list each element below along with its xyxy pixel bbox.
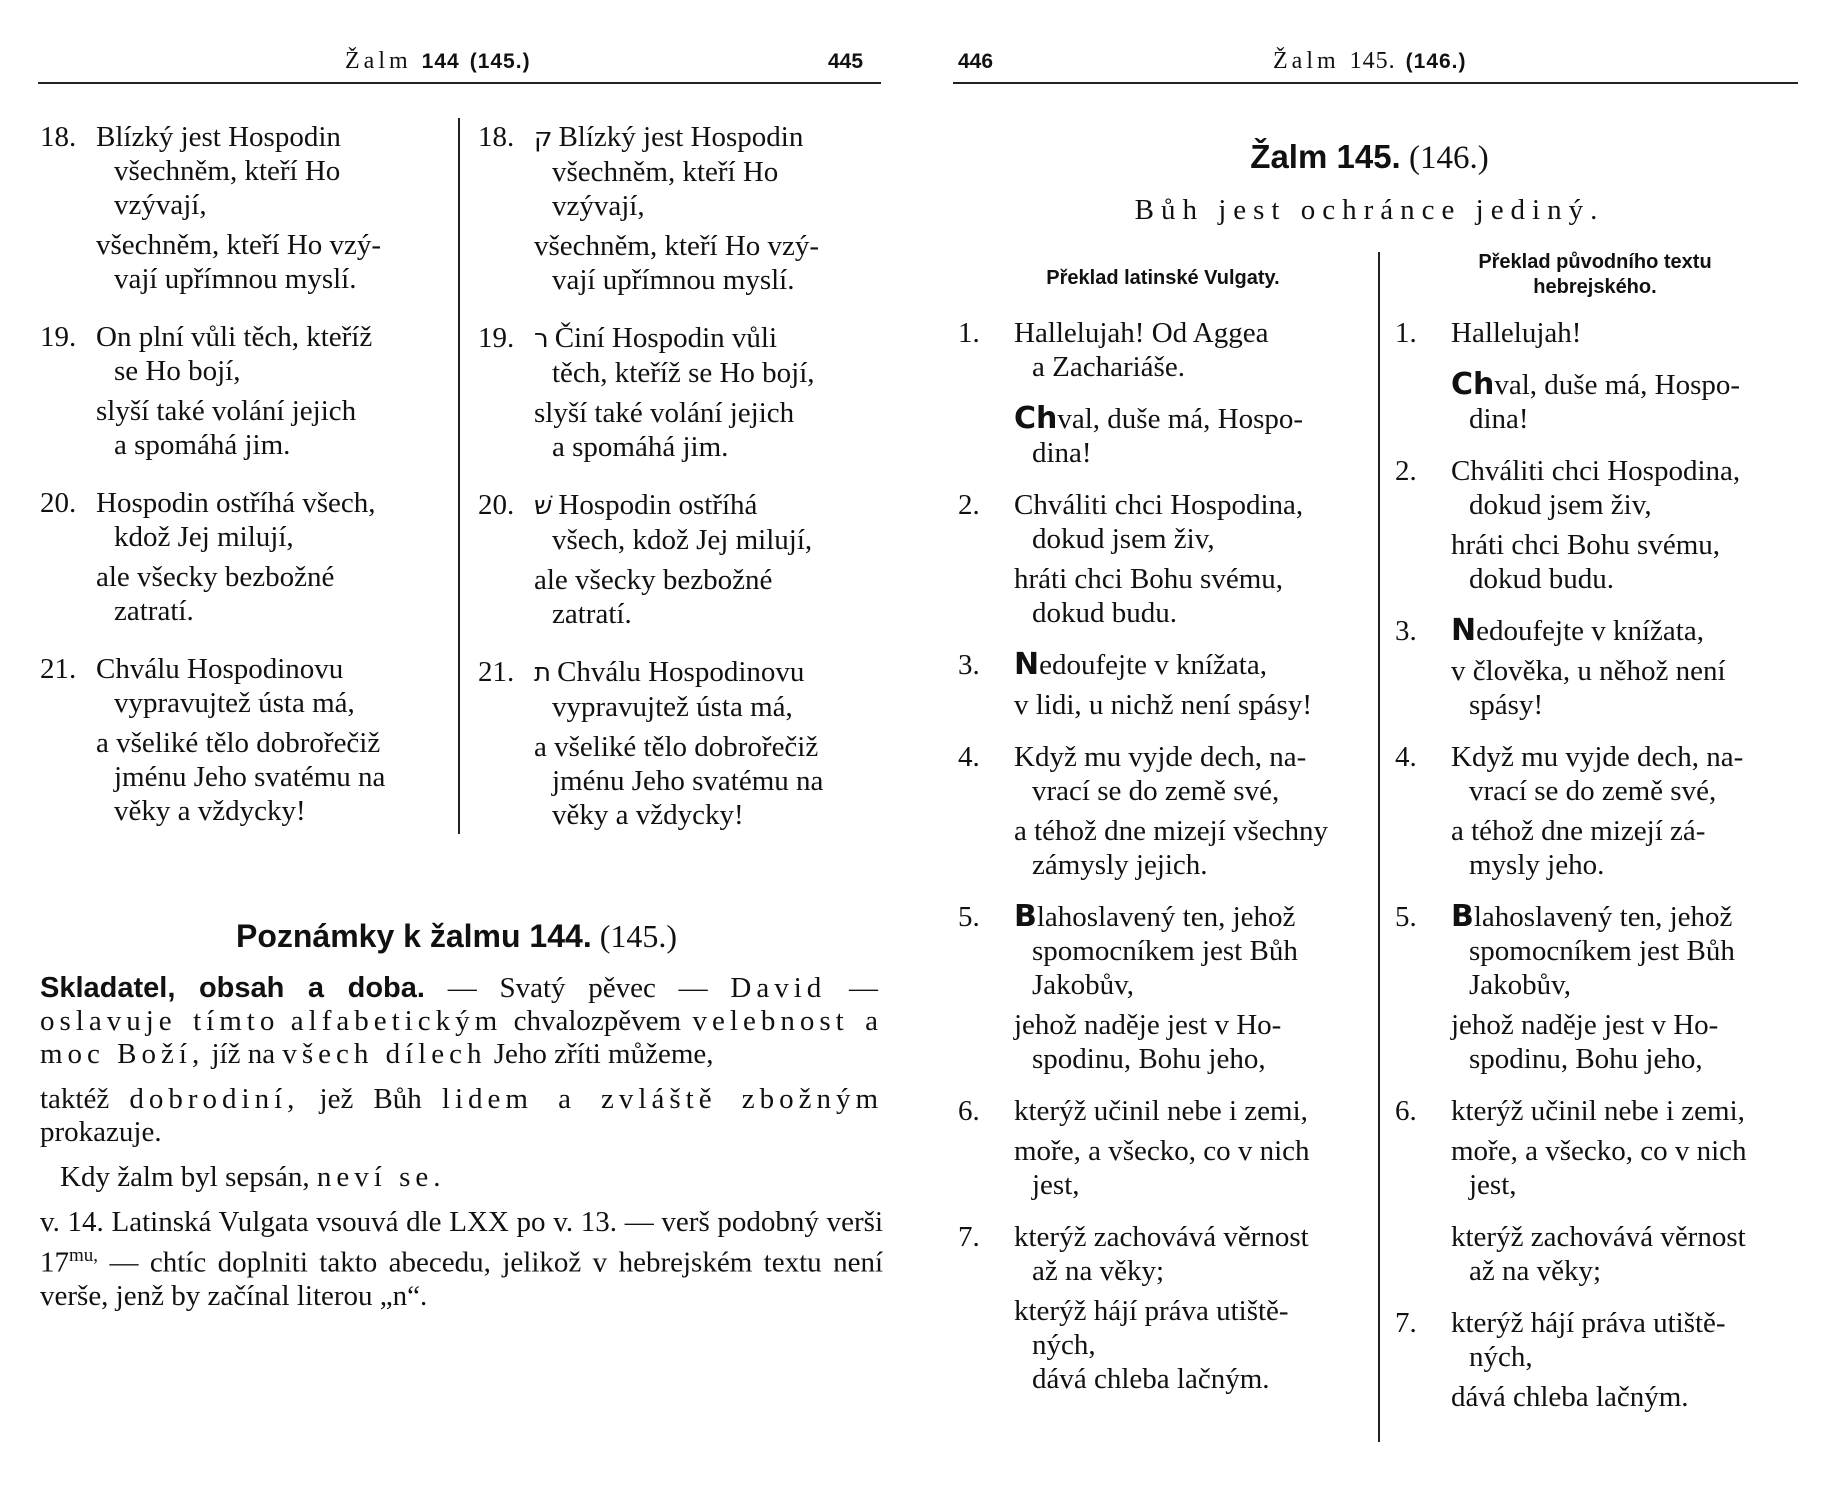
verse (1395, 368, 1800, 436)
running-head (1273, 48, 1467, 75)
verse-line: jest, (1032, 1169, 1080, 1201)
verse-line: jehož naděje jest v Ho- (1014, 1009, 1282, 1041)
verse-line: věky a vždycky! (114, 795, 306, 827)
verse-line: spomocníkem jest Bůh (1032, 935, 1298, 967)
running-head-number: 145. (1349, 48, 1396, 74)
note-text: velebnost a moc Boží, (40, 1005, 884, 1070)
verse-line: spodinu, Bohu jeho, (1469, 1043, 1703, 1075)
verse (958, 402, 1368, 470)
verse-line: slyší také volání jejich (534, 397, 795, 429)
verse-line: kterýž zachovává věrnost (1014, 1221, 1309, 1253)
verse-line: vají upřímnou myslí. (552, 264, 795, 296)
hebrew-column-heading (1395, 250, 1795, 300)
note-text: — Svatý pěvec — (447, 972, 708, 1004)
verse-number: 1. (1395, 317, 1417, 349)
vulgate-column-heading: Překlad latinské Vulgaty. (1046, 267, 1280, 289)
initial-letter: Ch (1014, 401, 1058, 436)
verse-line: Nedoufejte v knížata, (1014, 647, 1267, 682)
verse-number: 1. (958, 317, 980, 349)
verse-line: On plní vůli těch, kteříž (96, 321, 373, 353)
verse-line: až na věky; (1469, 1255, 1602, 1287)
verse-line: Hallelujah! Od Aggea (1014, 317, 1269, 349)
verse-line: a všeliké tělo dobrořečiž (96, 727, 381, 759)
note-text: Jeho zříti můžeme, (493, 1038, 714, 1070)
note-paragraph (40, 1206, 883, 1313)
verse-line: ných, (1469, 1341, 1533, 1373)
psalm-title-main: Žalm 145. (1250, 138, 1401, 175)
verse-line: spomocníkem jest Bůh (1469, 935, 1735, 967)
verse (958, 648, 1368, 722)
verse-line: dina! (1032, 437, 1092, 469)
verse-number: 6. (1395, 1095, 1417, 1127)
verse-line: jehož naděje jest v Ho- (1451, 1009, 1719, 1041)
verse-number: 4. (958, 741, 980, 773)
verse (478, 120, 883, 297)
verse-line: slyší také volání jejich (96, 395, 357, 427)
running-head-word: Žalm (345, 48, 412, 74)
column-divider (458, 118, 460, 834)
verse-number: 18. (40, 121, 77, 153)
verse-number: 21. (40, 653, 77, 685)
header-rule (38, 82, 881, 84)
verse-line: dokud budu. (1469, 563, 1614, 595)
verse (958, 316, 1368, 384)
verse-line: a Zachariáše. (1032, 351, 1185, 383)
verse-line: Chval, duše má, Hospo- (1451, 367, 1741, 402)
hebrew-letter: ק (534, 123, 553, 153)
verse-line: jest, (1469, 1169, 1517, 1201)
hebrew-letter: שׁ (534, 491, 553, 521)
header-rule (953, 82, 1798, 84)
verse-line: všech, kdož Jej milují, (552, 524, 813, 556)
verse (1395, 454, 1800, 596)
verse-number: 18. (478, 121, 515, 153)
verse-line: dokud budu. (1032, 597, 1177, 629)
note-text: jíž na (211, 1038, 276, 1070)
verse-line: hráti chci Bohu svému, (1014, 563, 1284, 595)
verse-line: Když mu vyjde dech, na- (1451, 741, 1744, 773)
verse (958, 488, 1368, 630)
verse-line: dává chleba lačným. (1451, 1381, 1689, 1413)
verse-line: Hallelujah! (1451, 317, 1582, 349)
verse-number: 19. (40, 321, 77, 353)
vulgate-column (40, 120, 440, 852)
running-head-number: 144 (421, 50, 460, 73)
verse-line: kterýž učinil nebe i zemi, (1451, 1095, 1745, 1127)
verse-number: 21. (478, 656, 515, 688)
verse-line: Hospodin ostříhá všech, (96, 487, 376, 519)
verse-line: a téhož dne mizejí zá- (1451, 815, 1706, 847)
note-text: v. 14. Latinská Vulgata vsouvá dle LXX po v. 13. — verš podobný verši 17 (40, 1206, 883, 1279)
verse-line: Blahoslavený ten, jehož (1014, 899, 1296, 934)
verse (1395, 614, 1800, 722)
verse-line: a spomáhá jim. (114, 429, 291, 461)
note-text: všech dílech (282, 1038, 487, 1070)
notes-title-main: Poznámky k žalmu 144. (235, 918, 592, 954)
note-text: David (730, 972, 827, 1004)
verse-number: 7. (958, 1221, 980, 1253)
verse (40, 120, 440, 296)
psalm-subtitle: Bůh jest ochránce jediný. (1134, 194, 1605, 226)
verse-line: Když mu vyjde dech, na- (1014, 741, 1307, 773)
verse-line: Chválu Hospodinovu (96, 653, 344, 685)
heading-line: Překlad původního textu (1478, 251, 1712, 273)
note-text: dobrodiní, (129, 1083, 300, 1115)
verse-line: a všeliké tělo dobrořečiž (534, 731, 819, 763)
page-number: 446 (958, 50, 994, 73)
verse-line: Chval, duše má, Hospo- (1014, 401, 1304, 436)
note-text: taktéž (40, 1083, 110, 1115)
verse-line: vrací se do země své, (1469, 775, 1717, 807)
initial-letter: N (1014, 647, 1040, 682)
verse-line: kterýž zachovává věrnost (1451, 1221, 1746, 1253)
note-text: neví se. (316, 1161, 446, 1193)
verse-line: všechněm, kteří Ho vzý- (534, 230, 820, 262)
initial-letter: B (1014, 899, 1037, 934)
verse-line: kdož Jej milují, (114, 521, 294, 553)
verse-line: všechněm, kteří Ho vzý- (96, 229, 382, 261)
verse-line: Jakobův, (1469, 969, 1572, 1001)
note-heading: Skladatel, obsah a doba. (40, 972, 425, 1004)
verse-number: 4. (1395, 741, 1417, 773)
verse-line: שׁ Hospodin ostříhá (534, 489, 758, 521)
note-superscript: mu, (69, 1245, 99, 1266)
verse-line: Blízký jest Hospodin (96, 121, 341, 153)
verse (958, 1220, 1368, 1396)
verse-line: v člověka, u něhož není (1451, 655, 1726, 687)
verse-line: všechněm, kteří Ho (114, 155, 341, 187)
verse-line: v lidi, u nichž není spásy! (1014, 689, 1313, 721)
verse (1395, 1094, 1800, 1202)
running-head (345, 48, 531, 75)
verse-line: kterýž hájí práva utiště- (1014, 1295, 1289, 1327)
psalm-title-alt: (146.) (1408, 140, 1489, 176)
verse (958, 740, 1368, 882)
verse-number: 20. (40, 487, 77, 519)
verse-line: vypravujtež ústa má, (114, 687, 355, 719)
note-text: lidem a zvláště zbožným (441, 1083, 883, 1115)
verse-line: vzývají, (552, 190, 645, 222)
verse-line: ale všecky bezbožné (534, 564, 773, 596)
verse-line: Jakobův, (1032, 969, 1135, 1001)
note-text: — chtíc doplniti takto abecedu, jelikož v hebrejském textu není verše, jenž by začínal literou „n“. (40, 1246, 884, 1312)
note-text: prokazuje. (40, 1116, 162, 1148)
verse-line: dokud jsem živ, (1032, 523, 1215, 555)
verse-line: vrací se do země své, (1032, 775, 1280, 807)
verse-line: moře, a všecko, co v nich (1451, 1135, 1747, 1167)
verse-line: Blahoslavený ten, jehož (1451, 899, 1733, 934)
verse (1395, 1220, 1800, 1288)
verse-line: mysly jeho. (1469, 849, 1605, 881)
right-page (913, 0, 1826, 1500)
verse-line: kterýž hájí práva utiště- (1451, 1307, 1726, 1339)
note-paragraph (40, 972, 883, 1071)
verse-line: těch, kteříž se Ho bojí, (552, 357, 815, 389)
note-text: — oslavuje tímto (40, 972, 884, 1037)
verse-line: vypravujtež ústa má, (552, 691, 793, 723)
verse (40, 320, 440, 462)
running-head-word: Žalm (1273, 48, 1340, 74)
verse (40, 652, 440, 828)
verse (1395, 740, 1800, 882)
verse-line: jménu Jeho svatému na (552, 765, 824, 797)
verse-line: věky a vždycky! (552, 799, 744, 831)
verse-line: moře, a všecko, co v nich (1014, 1135, 1310, 1167)
verse-line: dina! (1469, 403, 1529, 435)
hebrew-column (1395, 316, 1800, 1432)
vulgate-column (958, 316, 1368, 1414)
verse-line: zatratí. (552, 598, 632, 630)
verse (958, 900, 1368, 1076)
verse-line: Chváliti chci Hospodina, (1451, 455, 1741, 487)
initial-letter: B (1451, 899, 1474, 934)
verse-line: a spomáhá jim. (552, 431, 729, 463)
note-paragraph (40, 1083, 883, 1149)
notes-title (0, 918, 913, 955)
verse-line: hráti chci Bohu svému, (1451, 529, 1721, 561)
initial-letter: N (1451, 613, 1477, 648)
verse-number: 5. (958, 901, 980, 933)
verse-number: 5. (1395, 901, 1417, 933)
verse (478, 655, 883, 832)
verse-line: jménu Jeho svatému na (114, 761, 386, 793)
verse-number: 20. (478, 489, 515, 521)
verse (40, 486, 440, 628)
note-text: jež Bůh (319, 1083, 422, 1115)
hebrew-letter: ר (534, 324, 549, 354)
verse-line: vzývají, (114, 189, 207, 221)
verse-line: kterýž učinil nebe i zemi, (1014, 1095, 1308, 1127)
verse-number: 7. (1395, 1307, 1417, 1339)
verse-line: zámysly jejich. (1032, 849, 1208, 881)
verse-line: všechněm, kteří Ho (552, 156, 779, 188)
verse-line: a téhož dne mizejí všechny (1014, 815, 1329, 847)
verse-number: 19. (478, 322, 515, 354)
heading-line: hebrejského. (1533, 276, 1657, 298)
verse (478, 321, 883, 464)
verse (1395, 316, 1800, 350)
verse-line: ných, (1032, 1329, 1096, 1361)
running-head-alt: (145.) (469, 50, 531, 73)
verse-line: až na věky; (1032, 1255, 1165, 1287)
hebrew-column (478, 120, 883, 856)
verse-line: ק Blízký jest Hospodin (534, 121, 804, 153)
column-divider (1378, 252, 1380, 1442)
verse (1395, 900, 1800, 1076)
note-text: Kdy žalm byl sepsán, (60, 1161, 310, 1193)
verse-line: ale všecky bezbožné (96, 561, 335, 593)
verse-line: se Ho bojí, (114, 355, 241, 387)
running-head-alt: (146.) (1405, 50, 1467, 73)
verse-number: 6. (958, 1095, 980, 1127)
verse-line: spásy! (1469, 689, 1544, 721)
verse-number: 2. (958, 489, 980, 521)
verse-number: 3. (958, 649, 980, 681)
note-text: alfabetickým (290, 1005, 503, 1037)
verse (958, 1094, 1368, 1202)
verse (1395, 1306, 1800, 1414)
note-paragraph (40, 1161, 883, 1194)
verse-number: 3. (1395, 615, 1417, 647)
verse-line: spodinu, Bohu jeho, (1032, 1043, 1266, 1075)
verse-line: Chváliti chci Hospodina, (1014, 489, 1304, 521)
verse-line: dokud jsem živ, (1469, 489, 1652, 521)
initial-letter: Ch (1451, 367, 1495, 402)
note-text: chvalozpěvem (513, 1005, 682, 1037)
verse-line: ר Činí Hospodin vůli (534, 322, 778, 354)
verse-line: vají upřímnou myslí. (114, 263, 357, 295)
hebrew-letter: ת (534, 658, 552, 688)
verse (478, 488, 883, 631)
page-number: 445 (828, 50, 864, 73)
verse-line: zatratí. (114, 595, 194, 627)
notes-body (40, 972, 883, 1325)
verse-line: ת Chválu Hospodinovu (534, 656, 805, 688)
psalm-title (913, 138, 1826, 177)
verse-line: dává chleba lačným. (1032, 1363, 1270, 1395)
verse-number: 2. (1395, 455, 1417, 487)
verse-line: Nedoufejte v knížata, (1451, 613, 1704, 648)
notes-title-alt: (145.) (599, 918, 678, 954)
